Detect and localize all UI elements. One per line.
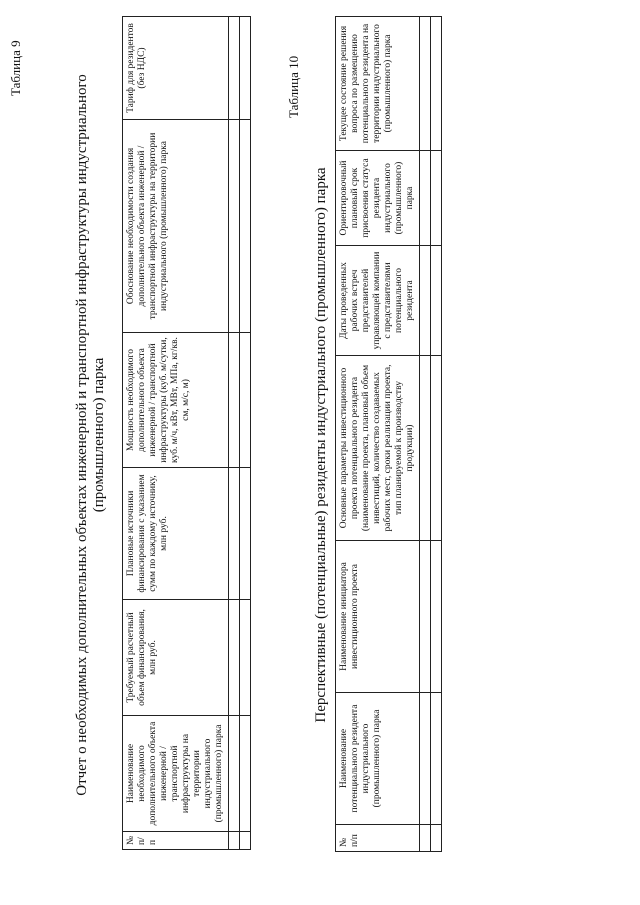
table10-header-cell: Основные параметры инвестиционного проекта потенциального резидента (наименование проекта, плановый объем инвестиций, количество создаваемых рабочих мест, сроки реализации проекта, тип планируемой к производству продукции) [336, 356, 420, 541]
table9-title [74, 5, 108, 865]
table9-title-line1: Отчет о необходимых дополнительных объектах инженерной и транспортной инфраструктуры индустриального [74, 74, 90, 796]
table-cell [229, 716, 240, 832]
table9 [122, 16, 251, 850]
table9-header-cell: Мощность необходимого дополнительного объекта инженерной / транспортной инфраструктуры (куб. м/сутки, куб. м/ч, кВт, МВт, МПа, кг/кв. см, м/с, м) [123, 333, 229, 468]
table-cell [420, 825, 431, 852]
table-cell [420, 246, 431, 356]
table-cell [420, 17, 431, 151]
table10-header-cell: № п/п [336, 825, 420, 852]
table-cell [431, 246, 442, 356]
table-cell [420, 151, 431, 246]
table9-header-cell: Обоснование необходимости создания дополнительного объекта инженерной / транспортной инфраструктуры на территории индустриального (промышленного) парка [123, 120, 229, 333]
table10 [335, 16, 442, 852]
table-cell [420, 541, 431, 693]
table10-empty-row [431, 17, 442, 852]
table10-title: Перспективные (потенциальные) резиденты индустриального (промышленного) парка [313, 167, 329, 723]
table-cell [240, 600, 251, 716]
table10-header-cell: Наименование инициатора инвестиционного проекта [336, 541, 420, 693]
table10-header-cell: Наименование потенциального резидента индустриального (промышленного) парка [336, 693, 420, 825]
table-cell [240, 17, 251, 120]
table-cell [431, 356, 442, 541]
table9-header-cell: Плановые источники финансирования с указанием сумм по каждому источнику, млн руб. [123, 468, 229, 600]
table9-label: Таблица 9 [8, 40, 23, 96]
table-cell [240, 333, 251, 468]
table-cell [431, 693, 442, 825]
table9-header-cell: Наименование необходимого дополнительного объекта инженерной / транспортной инфраструктуры на территории индустриального (промышленного) парка [123, 716, 229, 832]
table-cell [431, 17, 442, 151]
table-cell [240, 716, 251, 832]
table-cell [420, 356, 431, 541]
table-cell [431, 151, 442, 246]
table-cell [240, 120, 251, 333]
table-cell [240, 468, 251, 600]
table-cell [229, 120, 240, 333]
table10-header-cell: Ориентировочный плановый срок присвоения статуса резидента индустриального (промышленного) парка [336, 151, 420, 246]
table-cell [229, 600, 240, 716]
table10-header-cell: Даты проведенных рабочих встреч представителей управляющей компании с представителями потенциального резидента [336, 246, 420, 356]
table9-title-line2: (промышленного) парка [91, 357, 107, 513]
table9-header-cell: Требуемый расчетный объем финансирования, млн руб. [123, 600, 229, 716]
table-cell [240, 832, 251, 850]
table10-empty-row [420, 17, 431, 852]
table9-empty-row [229, 17, 240, 850]
table-cell [431, 541, 442, 693]
table9-header-cell: № п/п [123, 832, 229, 850]
table10-header-cell: Текущее состояние решения вопроса по размещению потенциального резидента на территории индустриального (промышленного) парка [336, 17, 420, 151]
table-cell [229, 17, 240, 120]
table-cell [229, 333, 240, 468]
table-cell [431, 825, 442, 852]
table9-header-cell: Тариф для резидентов (без НДС) [123, 17, 229, 120]
table9-header-row [123, 17, 229, 850]
table-cell [420, 693, 431, 825]
table9-empty-row [240, 17, 251, 850]
table10-header-row [336, 17, 420, 852]
table-cell [229, 468, 240, 600]
table10-label: Таблица 10 [286, 55, 301, 118]
table-cell [229, 832, 240, 850]
